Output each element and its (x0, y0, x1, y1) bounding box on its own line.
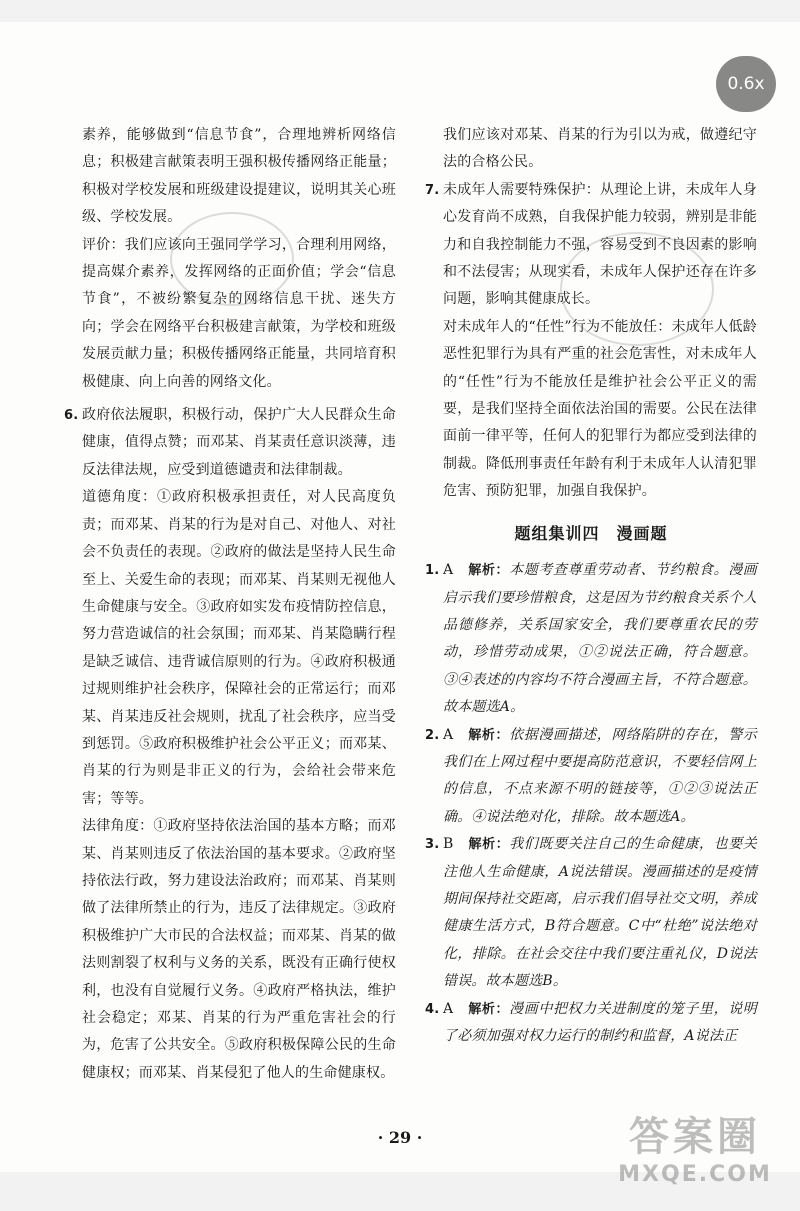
left-column (64, 122, 396, 1087)
legal-perspective: 法律角度：①政府坚持依法治国的基本方略；而邓某、肖某则违反了依法治国的基本要求。②政府坚持依法行政，努力建设法治政府；而邓某、肖某则做了法律所禁止的行为，违反了法律规定。③政府积极维护广大市民的合法权益；而邓某、肖某的做法则割裂了权利与义务的关系，既没有正确行使权利，也没有自觉履行义务。④政府严格执法，维护社会稳定；邓某、肖某的行为严重危害社会的行为，危害了公共安全。⑤政府积极保障公民的生命健康权；而邓某、肖某侵犯了他人的生命健康权。 (82, 818, 396, 1081)
answer-3 (425, 831, 757, 995)
analysis-label: 解析： (468, 727, 510, 743)
question-7-text: 未成年人需要特殊保护：从理论上讲，未成年人身心发育尚不成熟，自我保护能力较弱，辨别是非能力和自我控制能力不强，容易受到不良因素的影响和不法侵害；从现实看，未成年人保护还存在许多问题，影响其健康成长。 (443, 181, 757, 308)
answer-2 (425, 722, 757, 832)
analysis-label: 解析： (468, 563, 510, 579)
moral-perspective: 道德角度：①政府积极承担责任，对人民高度负责；而邓某、肖某的行为是对自己、对他人、对社会不负责任的表现。②政府的做法是坚持人民生命至上、关爱生命的表现；而邓某、肖某则无视他人生命健康与安全。③政府如实发布疫情防控信息，努力营造诚信的社会氛围；而邓某、肖某隐瞒行程是缺乏诚信、违背诚信原则的行为。④政府积极通过规则维护社会秩序，保障社会的正常运行；而邓某、肖某违反社会规则，扰乱了社会秩序，应当受到惩罚。⑤政府积极维护社会公平正义；而邓某、肖某的行为则是非正义的行为，会给社会带来危害；等等。 (82, 489, 396, 807)
analysis-label: 解析： (468, 837, 510, 853)
document-page (0, 22, 800, 1172)
answer-choice: A (443, 1000, 454, 1017)
answer-explanation: 我们既要关注自己的生命健康，也要关注他人生命健康，A说法错误。漫画描述的是疫情期间保持社交距离，启示我们倡导社交文明，养成健康生活方式，B符合题意。C中“杜绝”说法绝对化，排除。在社会交往中我们要注重礼仪，D说法错误。故本题选B。 (443, 836, 758, 990)
zoom-level-badge[interactable]: 0.6x (716, 56, 776, 112)
answer-explanation: 本题考查尊重劳动者、节约粮食。漫画启示我们要珍惜粮食，这是因为节约粮食关系个人品德修养，关系国家安全，我们要尊重农民的劳动，珍惜劳动成果，①②说法正确，符合题意。③④表述的内容均不符合漫画主旨，不符合题意。故本题选A。 (443, 562, 757, 716)
section-title: 题组集训四 漫画题 (514, 523, 668, 543)
continued-paragraph: 我们应该对邓某、肖某的行为引以为戒，做遵纪守法的合格公民。 (443, 127, 757, 171)
question-number: 7. (425, 182, 440, 198)
right-column (425, 122, 757, 1050)
answer-choice: B (443, 836, 454, 853)
question-6-text: 政府依法履职，积极行动，保护广大人民群众生命健康，值得点赞；而邓某、肖某责任意识淡薄，违反法律法规，应受到道德谴责和法律制裁。 (82, 407, 396, 478)
answer-choice: A (443, 726, 454, 743)
intro-paragraph: 素养，能够做到“信息节食”，合理地辨析网络信息；积极建言献策表明王强积极传播网络正能量；积极对学校发展和班级建设提建议，说明其关心班级、学校发展。 (82, 127, 396, 226)
evaluation-paragraph: 评价：我们应该向王强同学学习，合理利用网络，提高媒介素养，发挥网络的正面价值；学会“信息节食”，不被纷繁复杂的网络信息干扰、迷失方向；学会在网络平台积极建言献策，为学校和班级发展贡献力量；积极传播网络正能量，共同培育积极健康、向上向善的网络文化。 (82, 236, 396, 390)
answer-explanation: 漫画中把权力关进制度的笼子里，说明了必须加强对权力运行的制约和监督，A说法正 (443, 1000, 757, 1044)
question-7-more: 对未成年人的“任性”行为不能放任：未成年人低龄恶性犯罪行为具有严重的社会危害性，对未成年人的“任性”行为不能放任是维护社会公平正义的需要，是我们坚持全面依法治国的需要。公民在法律面前一律平等，任何人的犯罪行为都应受到法律的制裁。降低刑事责任年龄有利于未成年人认清犯罪危害、预防犯罪，加强自我保护。 (443, 318, 757, 500)
answer-1 (425, 557, 757, 721)
answer-number: 1. (425, 563, 440, 579)
answer-number: 3. (425, 837, 440, 853)
answer-explanation: 依据漫画描述，网络陷阱的存在，警示我们在上网过程中要提高防范意识，不要轻信网上的信息，不点来源不明的链接等，①②③说法正确。④说法绝对化，排除。故本题选A。 (443, 726, 757, 825)
page-number: · 29 · (377, 1128, 423, 1147)
site-watermark (600, 1112, 790, 1208)
answer-number: 2. (425, 727, 440, 743)
question-number: 6. (64, 408, 79, 424)
question-7 (425, 177, 757, 314)
answer-4 (425, 996, 757, 1051)
question-6 (64, 402, 396, 484)
answer-choice: A (443, 562, 454, 579)
watermark-logo: 答案圈 (629, 1114, 761, 1160)
analysis-label: 解析： (468, 1001, 510, 1017)
answer-number: 4. (425, 1001, 440, 1017)
watermark-url: MXQE.COM (618, 1162, 772, 1187)
